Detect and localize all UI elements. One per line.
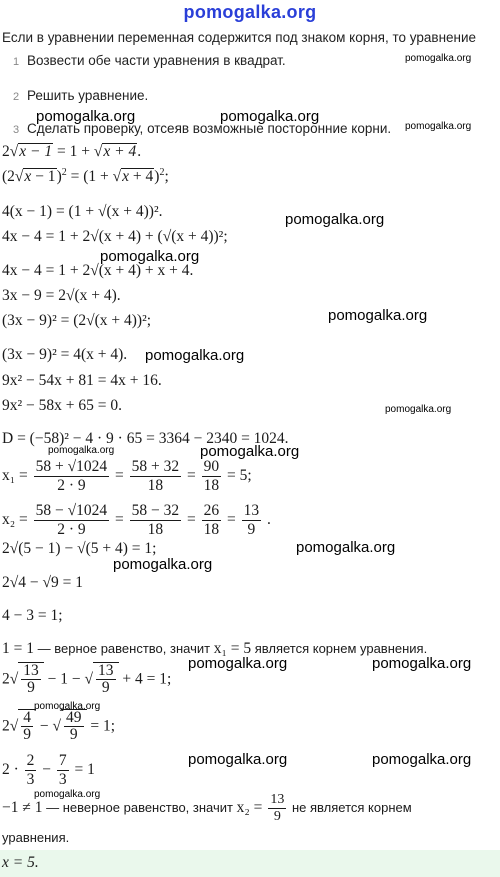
watermark: pomogalka.org	[48, 445, 115, 456]
equation-line-1: 2√x − 1 = 1 + √x + 4.	[2, 143, 142, 160]
equation-line-2: $(2√x - 1)^2 = (1 + √x + 4)^2$;	[2, 167, 169, 186]
watermark: pomogalka.org	[36, 108, 136, 125]
watermark: pomogalka.org	[285, 211, 385, 228]
equation-line-9: 9x² − 54x + 81 = 4x + 16.	[2, 372, 162, 389]
watermark: pomogalka.org	[34, 789, 101, 800]
discriminant-line: D = (−58)² − 4 · 9 · 65 = 3364 − 2340 = 1024.	[2, 430, 289, 447]
watermark: pomogalka.org	[405, 53, 472, 64]
watermark: pomogalka.org	[113, 556, 213, 573]
check-line-7: 2 · $\frac{2}{3}$ − $\frac{7}{3}$ = 1	[2, 752, 95, 788]
watermark: pomogalka.org	[34, 701, 101, 712]
check-line-2: 2√4 − √9 = 1	[2, 574, 83, 591]
watermark: pomogalka.org	[296, 539, 396, 556]
check-line-6: 2√ $\frac{4}{9}$ − √ $\frac{49}{9}$ = 1;	[2, 709, 116, 744]
step-number-2: 2	[13, 91, 20, 103]
check-conclusion-2-tail: уравнения.	[2, 830, 70, 845]
watermark: pomogalka.org	[200, 443, 300, 460]
check-line-1: 2√(5 − 1) − √(5 + 4) = 1;	[2, 540, 157, 557]
watermark: pomogalka.org	[372, 655, 472, 672]
step-number-3: 3	[13, 124, 20, 136]
watermark: pomogalka.org	[405, 121, 472, 132]
step-text-2: Решить уравнение.	[27, 88, 149, 103]
watermark: pomogalka.org	[372, 751, 472, 768]
site-logo[interactable]: pomogalka.org	[183, 2, 317, 22]
equation-line-5: 4x − 4 = 1 + 2√(x + 4) + x + 4.	[2, 262, 194, 279]
equation-line-10: 9x² − 58x + 65 = 0.	[2, 397, 122, 414]
check-conclusion-2: −1 ≠ 1 — неверное равенство, значит x₂ = $\frac{13}{9}$ не является корнем	[2, 792, 412, 824]
watermark: pomogalka.org	[328, 307, 428, 324]
step-text-3: Сделать проверку, отсеяв возможные посторонние корни.	[27, 121, 392, 136]
watermark: pomogalka.org	[145, 347, 245, 364]
watermark: pomogalka.org	[220, 108, 320, 125]
step-text-1: Возвести обе части уравнения в квадрат.	[27, 53, 286, 68]
root-x2-line: x₂ = $\frac{58 - √1024}{2 \cdot 9}$ = $\frac{58 - 32}{18}$ = $\frac{26}{18}$ = $\frac{13}{9}$ .	[2, 502, 271, 538]
watermark: pomogalka.org	[188, 751, 288, 768]
answer-bar	[0, 850, 500, 877]
equation-line-6: 3x − 9 = 2√(x + 4).	[2, 287, 121, 304]
equation-line-7: (3x − 9)² = (2√(x + 4))²;	[2, 312, 152, 329]
check-line-5: 2√ $\frac{13}{9}$ − 1 − √ $\frac{13}{9}$ + 4 = 1;	[2, 662, 172, 697]
watermark: pomogalka.org	[188, 655, 288, 672]
root-x1-line: x₁ = $\frac{58 + √1024}{2 \cdot 9}$ = $\frac{58 + 32}{18}$ = $\frac{90}{18}$ = 5;	[2, 458, 252, 494]
equation-line-3: 4(x − 1) = (1 + √(x + 4))².	[2, 203, 163, 220]
equation-line-8: (3x − 9)² = 4(x + 4).	[2, 346, 128, 363]
intro-text: Если в уравнении переменная содержится под знаком корня, то уравнение	[2, 30, 477, 45]
watermark: pomogalka.org	[385, 404, 452, 415]
final-answer: x = 5.	[2, 854, 39, 871]
check-conclusion-1: 1 = 1 — верное равенство, значит x₁ = 5 является корнем уравнения.	[2, 640, 428, 657]
check-line-3: 4 − 3 = 1;	[2, 607, 63, 624]
step-number-1: 1	[13, 56, 20, 68]
watermark: pomogalka.org	[100, 248, 200, 265]
equation-line-4: 4x − 4 = 1 + 2√(x + 4) + (√(x + 4))²;	[2, 228, 228, 245]
